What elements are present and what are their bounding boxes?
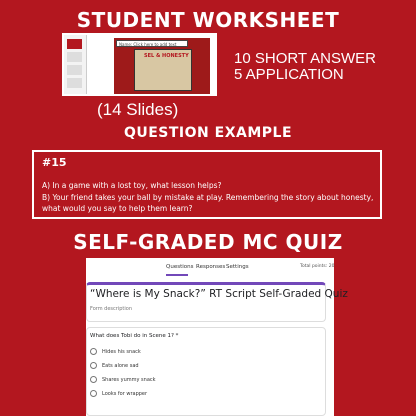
name-text-box: Name: Click here to add text	[116, 40, 188, 47]
question-example-heading: QUESTION EXAMPLE	[123, 125, 293, 141]
application-count: 5 APPLICATION	[234, 66, 344, 83]
worksheet-title: STUDENT WORKSHEET	[76, 8, 340, 32]
tab-responses[interactable]: Responses	[196, 264, 226, 270]
option-label: Looks for wrapper	[102, 391, 148, 397]
question-card	[86, 327, 326, 416]
slide-illustration-title: SEL & HONESTY	[144, 53, 189, 59]
form-title[interactable]: “Where is My Snack?” RT Script Self-Graded Quiz	[90, 288, 348, 300]
slide-thumbnail	[67, 52, 82, 62]
active-tab-indicator	[166, 274, 188, 276]
tab-settings[interactable]: Settings	[226, 264, 249, 270]
option-label: Shares yummy snack	[102, 377, 156, 383]
radio-icon[interactable]	[90, 390, 97, 397]
option-label: Hides his snack	[102, 349, 141, 355]
short-answer-count: 10 SHORT ANSWER	[234, 50, 376, 67]
question-a: A) In a game with a lost toy, what lesson helps?	[42, 181, 222, 190]
form-description[interactable]: Form description	[90, 306, 132, 312]
question-b: B) Your friend takes your ball by mistake at play. Remembering the story about honesty, what would you say to help them learn?	[42, 193, 374, 213]
radio-icon[interactable]	[90, 348, 97, 355]
slide-thumbnail	[67, 78, 82, 88]
slide-preview	[62, 33, 217, 96]
slide-thumbnail	[67, 39, 82, 49]
slide-thumbnail-strip	[64, 35, 87, 94]
slide-count: (14 Slides)	[97, 100, 179, 119]
total-points: Total points: 20	[300, 264, 335, 269]
option-item[interactable]	[90, 348, 141, 355]
question-number: #15	[42, 156, 67, 169]
tab-questions[interactable]: Questions	[166, 264, 194, 270]
option-label: Eats alone sad	[102, 363, 139, 369]
option-item[interactable]	[90, 362, 139, 369]
question-text[interactable]: What does Tobi do in Scene 1? *	[90, 333, 179, 339]
option-item[interactable]	[90, 390, 147, 397]
quiz-heading: SELF-GRADED MC QUIZ	[73, 230, 343, 254]
option-item[interactable]	[90, 376, 156, 383]
slide-thumbnail	[67, 65, 82, 75]
radio-icon[interactable]	[90, 376, 97, 383]
radio-icon[interactable]	[90, 362, 97, 369]
form-tabs	[86, 262, 334, 276]
